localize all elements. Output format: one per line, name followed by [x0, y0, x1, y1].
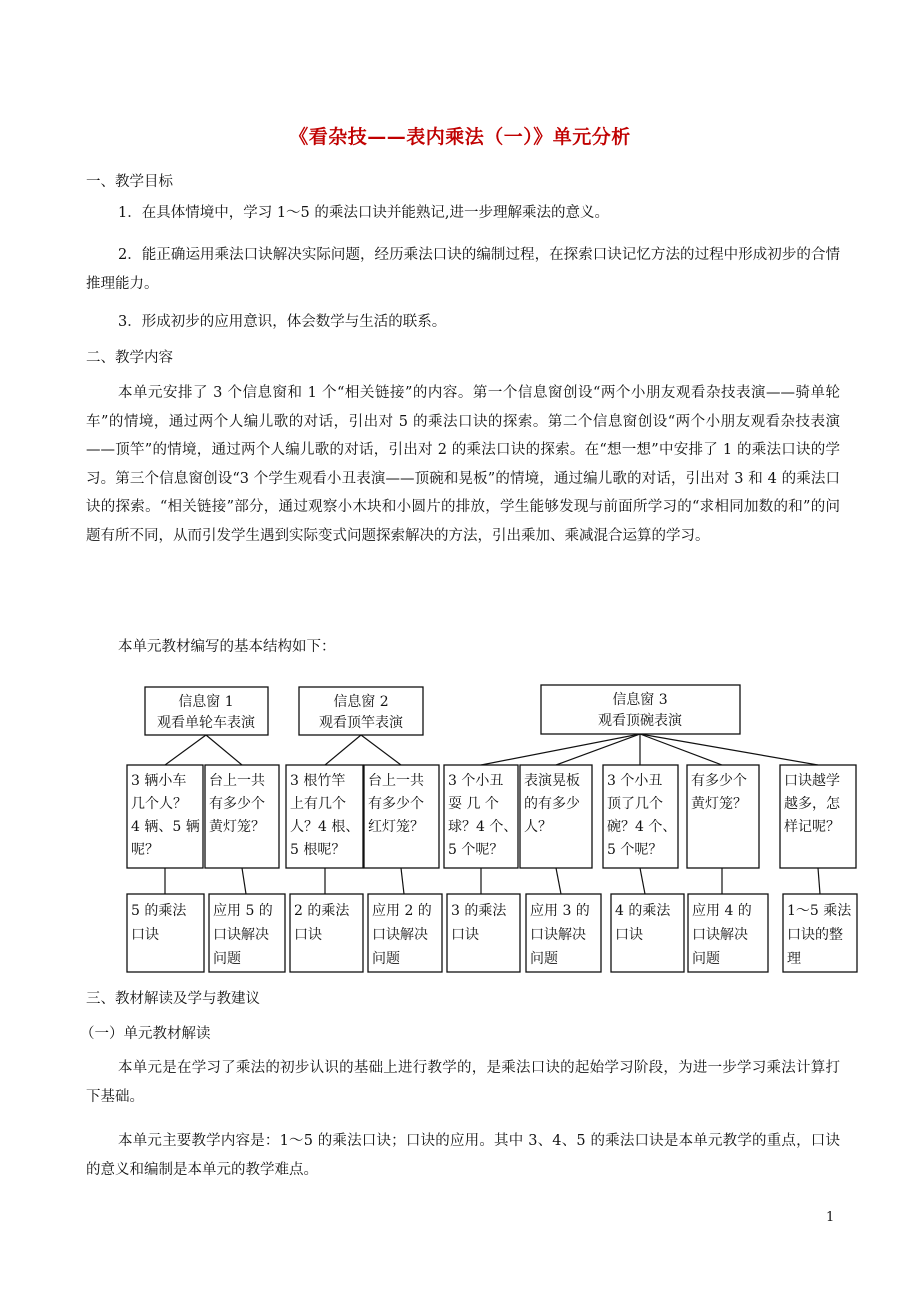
svg-text:1～5 乘法: 1～5 乘法 [787, 903, 852, 919]
svg-text:4 的乘法: 4 的乘法 [615, 903, 671, 919]
svg-text:问题: 问题 [372, 951, 400, 967]
svg-text:呢？: 呢？ [131, 842, 159, 858]
svg-text:上有几个: 上有几个 [290, 796, 346, 812]
structure-intro: 本单元教材编写的基本结构如下： [118, 639, 336, 655]
interpretation-paragraph-1: 本单元是在学习了乘法的初步认识的基础上进行教学的，是乘法口诀的起始学习阶段，为进一步学习乘法计算打下基础。 [86, 1060, 840, 1105]
info-window-3-title: 信息窗 3 [612, 692, 668, 708]
svg-text:3 个小丑: 3 个小丑 [607, 773, 663, 789]
page-number: 1 [826, 1210, 835, 1225]
svg-text:应用 3 的: 应用 3 的 [530, 903, 590, 919]
svg-text:5 根呢？: 5 根呢？ [290, 842, 346, 858]
section-heading-content: 二、教学内容 [86, 350, 173, 366]
svg-text:几个人？: 几个人？ [131, 796, 187, 812]
result-box-5 [447, 894, 520, 972]
info-window-1-title: 信息窗 1 [178, 694, 234, 710]
svg-text:球？4 个、: 球？4 个、 [448, 819, 518, 835]
result-box-9 [783, 894, 857, 972]
question-box-4 [364, 765, 439, 868]
question-box-3 [286, 765, 363, 868]
result-box-2 [209, 894, 285, 972]
goal-item-3: 3．形成初步的应用意识，体会数学与生活的联系。 [118, 314, 447, 330]
svg-text:台上一共: 台上一共 [368, 773, 424, 789]
svg-text:有多少个: 有多少个 [691, 773, 747, 789]
svg-text:2 的乘法: 2 的乘法 [294, 903, 350, 919]
svg-text:口诀解决: 口诀解决 [692, 927, 748, 943]
svg-text:问题: 问题 [692, 951, 720, 967]
svg-text:口诀越学: 口诀越学 [784, 773, 840, 789]
result-box-3 [290, 894, 363, 972]
svg-text:应用 2 的: 应用 2 的 [372, 903, 432, 919]
info-window-1-subtitle: 观看单轮车表演 [157, 715, 255, 731]
info-window-1 [145, 687, 268, 735]
question-box-9 [780, 765, 856, 868]
svg-text:理: 理 [787, 951, 801, 967]
svg-text:有多少个: 有多少个 [368, 796, 424, 812]
interpretation-paragraph-2: 本单元主要教学内容是：1～5 的乘法口诀；口诀的应用。其中 3、4、5 的乘法口诀是本单元教学的重点，口诀的意义和编制是本单元的教学难点。 [86, 1133, 840, 1178]
svg-text:表演晃板: 表演晃板 [524, 773, 580, 789]
svg-text:黄灯笼？: 黄灯笼？ [691, 796, 747, 812]
svg-text:的有多少: 的有多少 [524, 796, 580, 812]
svg-text:碗？4 个、: 碗？4 个、 [607, 819, 677, 835]
result-box-8 [688, 894, 768, 972]
svg-text:耍 几 个: 耍 几 个 [448, 796, 499, 812]
svg-text:台上一共: 台上一共 [209, 773, 265, 789]
subsection-heading: （一）单元教材解读 [80, 1026, 211, 1042]
goal-item-2: 2．能正确运用乘法口诀解决实际问题，经历乘法口诀的编制过程，在探索口诀记忆方法的过程中形成初步的合情推理能力。 [86, 247, 840, 292]
svg-text:口诀解决: 口诀解决 [213, 927, 269, 943]
result-box-6 [526, 894, 601, 972]
svg-text:口诀解决: 口诀解决 [530, 927, 586, 943]
question-box-1 [127, 765, 203, 868]
svg-text:样记呢？: 样记呢？ [784, 819, 840, 835]
svg-text:口诀: 口诀 [131, 927, 159, 943]
svg-text:3 个小丑: 3 个小丑 [448, 773, 504, 789]
svg-text:问题: 问题 [530, 951, 558, 967]
question-box-6 [520, 765, 592, 868]
info-window-3 [541, 685, 740, 734]
question-box-5 [444, 765, 518, 868]
info-window-2-title: 信息窗 2 [333, 694, 389, 710]
svg-text:黄灯笼？: 黄灯笼？ [209, 819, 265, 835]
section-heading-goals: 一、教学目标 [86, 174, 173, 190]
content-paragraph: 本单元安排了 3 个信息窗和 1 个“相关链接”的内容。第一个信息窗创设“两个小朋友观看杂技表演——骑单轮车”的情境，通过两个人编儿歌的对话，引出对 5 的乘法口诀的探索。第二个信息窗创设“两个小朋友观看杂技表演——顶竿”的情境，通过两个人编儿歌的对话，引出对 2 的乘法口诀的探索。在“想一想”中安排了 1 的乘法口诀的学习。第三个信息窗创设“3 个学生观看小丑表演——顶碗和晃板”的情境，通过编儿歌的对话，引出对 3 和 4 的乘法口诀的探索。“相关链接”部分，通过观察小木块和小圆片的排放，学生能够发现与前面所学习的“求相同加数的和”的问题有所不同，从而引发学生遇到实际变式问题探索解决的方法，引出乘加、乘减混合运算的学习。 [86, 385, 840, 544]
document-title: 《看杂技——表内乘法（一）》单元分析 [289, 126, 631, 148]
svg-text:问题: 问题 [213, 951, 241, 967]
section-heading-interpretation: 三、教材解读及学与教建议 [86, 991, 260, 1007]
svg-text:口诀: 口诀 [451, 927, 479, 943]
svg-text:口诀的整: 口诀的整 [787, 927, 843, 943]
svg-text:3 辆小车: 3 辆小车 [131, 773, 187, 789]
svg-text:有多少个: 有多少个 [209, 796, 265, 812]
svg-text:顶了几个: 顶了几个 [607, 796, 663, 812]
goal-item-1: 1．在具体情境中，学习 1～5 的乘法口诀并能熟记,进一步理解乘法的意义。 [118, 205, 610, 221]
info-window-3-subtitle: 观看顶碗表演 [598, 713, 682, 729]
result-box-1 [127, 894, 204, 972]
svg-text:人？: 人？ [524, 819, 552, 835]
result-box-4 [368, 894, 442, 972]
svg-text:4 辆、5 辆: 4 辆、5 辆 [131, 819, 200, 835]
svg-text:口诀: 口诀 [615, 927, 643, 943]
svg-text:人？4 根、: 人？4 根、 [290, 819, 360, 835]
svg-text:红灯笼？: 红灯笼？ [368, 819, 424, 835]
info-window-2 [299, 687, 423, 735]
svg-text:应用 4 的: 应用 4 的 [692, 903, 752, 919]
svg-text:5 的乘法: 5 的乘法 [131, 903, 187, 919]
question-box-7 [603, 765, 678, 868]
result-box-7 [611, 894, 684, 972]
svg-text:口诀: 口诀 [294, 927, 322, 943]
info-window-2-subtitle: 观看顶竿表演 [319, 715, 403, 731]
svg-text:越多，怎: 越多，怎 [784, 796, 840, 812]
svg-text:3 的乘法: 3 的乘法 [451, 903, 507, 919]
svg-text:口诀解决: 口诀解决 [372, 927, 428, 943]
svg-text:应用 5 的: 应用 5 的 [213, 903, 273, 919]
question-box-2 [205, 765, 279, 868]
svg-text:5 个呢？: 5 个呢？ [607, 842, 663, 858]
svg-text:3 根竹竿: 3 根竹竿 [290, 773, 346, 789]
svg-text:5 个呢？: 5 个呢？ [448, 842, 504, 858]
question-box-8 [687, 765, 759, 868]
